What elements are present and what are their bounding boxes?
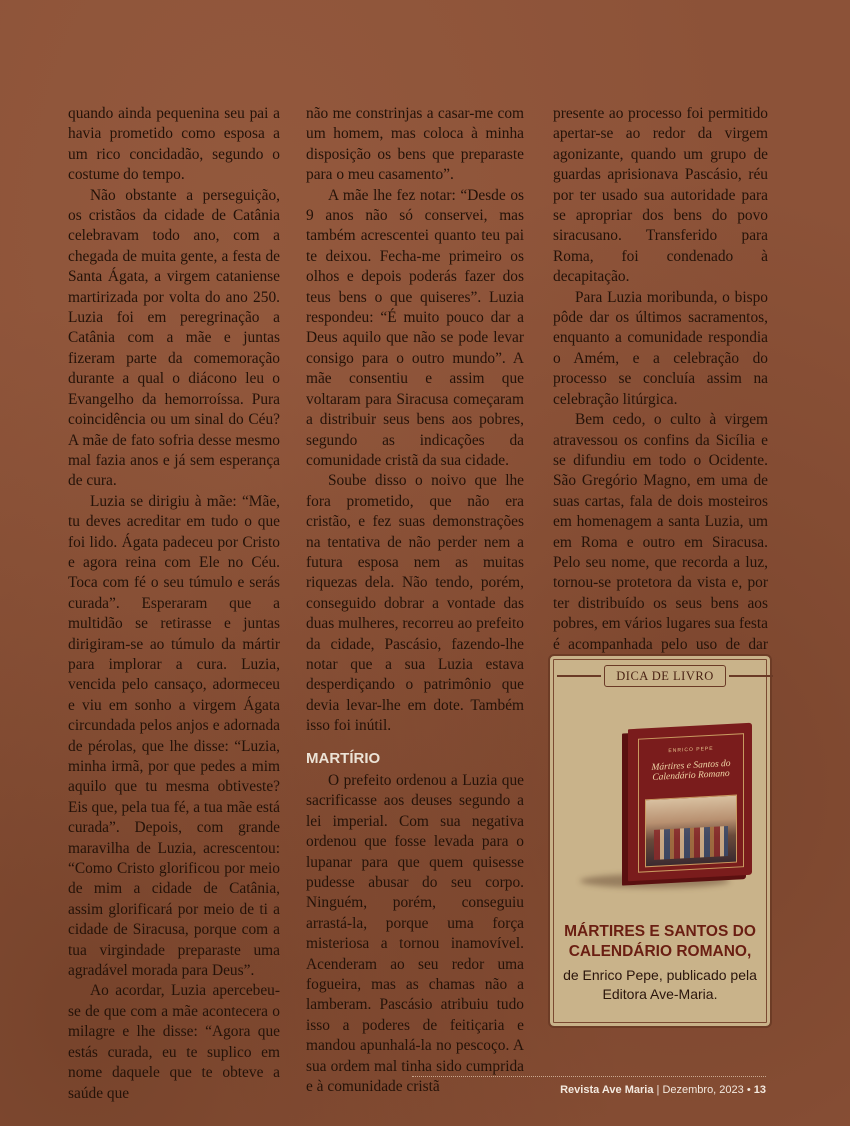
magazine-name: Revista Ave Maria <box>560 1084 654 1096</box>
book-tip-label: DICA DE LIVRO <box>604 665 726 687</box>
paragraph: Para Luzia moribunda, o bispo pôde dar os últimos sacramentos, enquanto a comunidade respondia o Amém, e a celebração do processo se concluía assim na celebração litúrgica. <box>553 288 768 408</box>
paragraph-last <box>553 410 768 675</box>
book-cover-image <box>628 723 752 881</box>
book-cover-frame <box>638 733 744 873</box>
book-cover-painting <box>645 795 737 868</box>
paragraph: presente ao processo foi permitido apertar-se ao redor da virgem agonizante, quando um grupo de guardas aprisionava Pascásio, réu por ter usado sua autoridade para se apropriar dos bens do povo siracusano. Transferido para Roma, foi condenado à decapitação. <box>553 105 768 286</box>
paragraph: O prefeito ordenou a Luzia que sacrificasse aos deuses segundo a lei imperial. Com sua negativa ordenou que fosse levada para o lupanar para que quem quisesse pudesse abusar do seu corpo. Ninguém, porém, conseguiu arrastá-la, porque uma força misteriosa a tornou inamovível. Acenderam ao seu redor uma fogueira, mas as chamas não a lamberam. Pascásio atribuiu tudo isso a poderes de feitiçaria e mandou apunhalá-la no pescoço. A sua ordem mal tinha sido cumprida e à comunidade cristã <box>306 772 524 1096</box>
paragraph: quando ainda pequenina seu pai a havia prometido como esposa a um rico concidadão, segundo o costume do tempo. <box>68 105 280 184</box>
paragraph: Luzia se dirigiu à mãe: “Mãe, tu deves acreditar em tudo o que foi lido. Ágata padeceu por Cristo e agora reina com Ele no Céu. Toca com fé o seu túmulo e serás curada”. Esperaram que a multidão se retirasse e juntas dirigiram-se ao túmulo da mártir para implorar a cura. Luzia, vencida pelo cansaço, adormeceu e viu em sonho a virgem Ágata circundada pelos anjos e adornada de pérolas, que lhe disse: “Luzia, minha irmã, por que pedes a mim aquilo que tu mesma obtiveste? Eis que, pela tua fé, a tua mãe está curada”. Depois, com grande maravilha de Luzia, acrescentou: “Como Cristo glorificou por meio de mim a cidade de Catânia, assim glorificará por meio de ti a cidade de Siracusa, porque com a tua virgindade preparaste uma agradável morada para Deus”. <box>68 492 280 980</box>
issue-date: | Dezembro, 2023 • <box>656 1084 751 1096</box>
paragraph: A mãe lhe fez notar: “Desde os 9 anos não só conservei, mas também acrescentei quanto teu pai te deixou. Fecha-me primeiro os olhos e depois poderás fazer dos teus bens o que quiseres”. Luzia respondeu: “É muito pouco dar a Deus aquilo que não se pode levar consigo para o outro mundo”. A mãe consentiu e assim que voltaram para Siracusa começaram a distribuir seus bens aos pobres, segundo as indicações da comunidade cristã da sua cidade. <box>306 186 524 469</box>
paragraph: Soube disso o noivo que lhe fora prometido, que não era cristão, e fez suas demonstrações na tentativa de não perder nem a futura esposa nem as muitas riquezas dela. Não tendo, porém, conseguido dobrar a vontade das duas mulheres, recorreu ao prefeito da cidade, Pascásio, fazendo-lhe notar que a sua Luzia estava desperdiçando o patrimônio que devia levar-lhe em dote. Também isso foi inútil. <box>306 472 524 735</box>
article-column-2 <box>306 104 524 1098</box>
book-credits: de Enrico Pepe, publicado pela Editora Ave-Maria. <box>563 967 757 1002</box>
book-recommendation-card <box>548 654 772 1028</box>
book-title: MÁRTIRES E SANTOS DO CALENDÁRIO ROMANO, <box>564 923 756 960</box>
paragraph: não me constrinjas a casar-me com um homem, mas coloca à minha disposição os bens que preparaste para o meu casamento”. <box>306 105 524 184</box>
paragraph: Ao acordar, Luzia apercebeu-se de que com a mãe acontecera o milagre e lhe disse: “Agora que estás curada, eu te suplico em nome daquele que te obteve a saúde que <box>68 982 280 1102</box>
page-number: 13 <box>753 1084 766 1096</box>
footer-divider <box>412 1076 766 1077</box>
article-column-1 <box>68 104 280 1104</box>
article-column-3 <box>553 104 768 675</box>
book-cover-title: Mártires e Santos do Calendário Romano <box>651 758 731 783</box>
section-heading: MARTÍRIO <box>306 749 381 767</box>
book-cover-author: ENRICO PEPE <box>668 745 714 755</box>
paragraph-text: Bem cedo, o culto à virgem atravessou os confins da Sicília e se difundiu em todo o Ocidente. São Gregório Magno, em uma de suas cartas, fala de dois mosteiros em homenagem a santa Luzia, um em Roma e outro em Siracusa. Pelo seu nome, que recorda a luz, tornou-se protetora da vista e, por ter distribuído os seus bens aos pobres, em vários lugares sua festa é acompanhada pelo uso de dar <box>553 411 768 653</box>
page-footer <box>560 1084 766 1096</box>
paragraph: Não obstante a perseguição, os cristãos da cidade de Catânia celebravam todo ano, com a chegada de muita gente, a festa de Santa Ágata, a virgem cataniense martirizada por volta do ano 250. Luzia foi em peregrinação a Catânia com a mãe e juntas fizeram parte da comemoração durante a qual o diácono leu o Evangelho da hemorroíssa. Pura coincidência ou um sinal do Céu? A mãe de fato sofria desse mesmo mal fazia anos e já sem esperança de cura. <box>68 186 280 490</box>
